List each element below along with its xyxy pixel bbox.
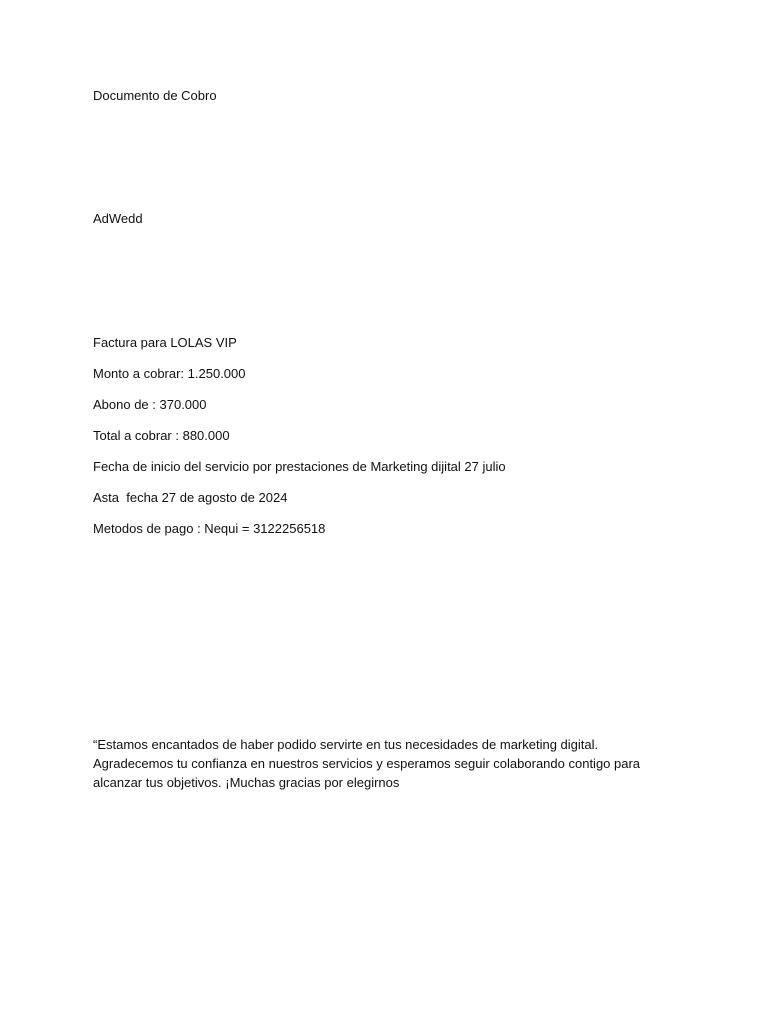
service-end-date: Asta fecha 27 de agosto de 2024 <box>93 490 288 505</box>
payment-methods: Metodos de pago : Nequi = 3122256518 <box>93 521 326 536</box>
invoice-recipient: Factura para LOLAS VIP <box>93 335 237 350</box>
closing-line-1: “Estamos encantados de haber podido servirte en tus necesidades de marketing digital. <box>93 737 599 752</box>
down-payment: Abono de : 370.000 <box>93 397 207 412</box>
closing-line-3: alcanzar tus objetivos. ¡Muchas gracias por elegirnos <box>93 775 400 790</box>
document-title: Documento de Cobro <box>93 88 217 103</box>
company-name: AdWedd <box>93 211 143 226</box>
total-to-charge: Total a cobrar : 880.000 <box>93 428 230 443</box>
closing-line-2: Agradecemos tu confianza en nuestros servicios y esperamos seguir colaborando contigo para <box>93 756 641 771</box>
amount-to-charge: Monto a cobrar: 1.250.000 <box>93 366 246 381</box>
service-start-date: Fecha de inicio del servicio por prestaciones de Marketing dijital 27 julio <box>93 459 506 474</box>
